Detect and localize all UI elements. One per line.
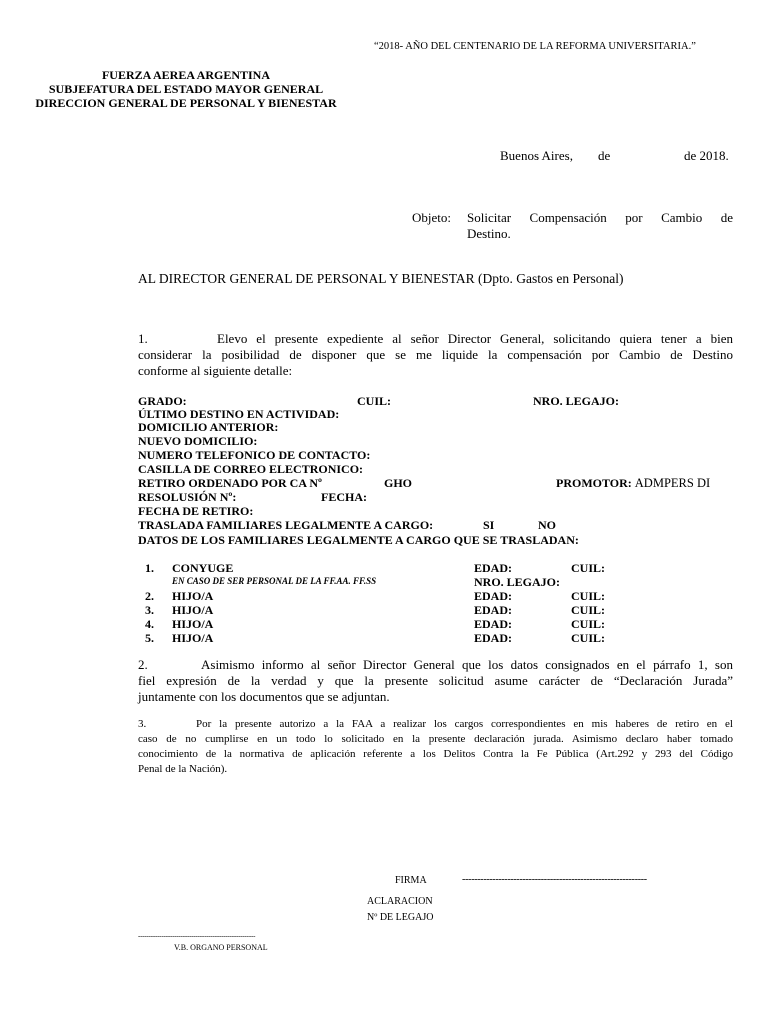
- header-line-1: FUERZA AEREA ARGENTINA: [101, 68, 271, 82]
- family-row-edad: EDAD:: [474, 631, 512, 645]
- promotor-value: ADMPERS DI: [634, 476, 711, 490]
- promotor-label: PROMOTOR:: [556, 476, 632, 490]
- date-year: de 2018.: [684, 148, 729, 163]
- family-row-edad: EDAD:: [474, 589, 512, 603]
- field-grado: GRADO:: [138, 394, 187, 408]
- family-row-number: 4.: [145, 617, 154, 631]
- family-row-cuil: CUIL:: [571, 617, 606, 631]
- family-row-label: CONYUGE: [172, 561, 234, 575]
- para1-line1: Elevo el presente expediente al señor Director General, solicitando quiera tener a bien: [217, 331, 733, 346]
- field-fecha-retiro: FECHA DE RETIRO:: [138, 504, 254, 518]
- family-row-edad: EDAD:: [474, 561, 512, 575]
- family-row-cuil: CUIL:: [571, 589, 606, 603]
- objeto-text-line2: Destino.: [467, 226, 511, 241]
- motto: “2018- AÑO DEL CENTENARIO DE LA REFORMA UNIVERSITARIA.”: [374, 41, 696, 52]
- family-row-label: HIJO/A: [172, 589, 214, 603]
- field-traslada: TRASLADA FAMILIARES LEGALMENTE A CARGO:: [138, 518, 434, 532]
- family-row-cuil: CUIL:: [571, 561, 606, 575]
- field-domicilio-anterior: DOMICILIO ANTERIOR:: [138, 420, 279, 434]
- vb-line: -------------------------------------------------------: [138, 932, 256, 940]
- legajo-label: Nº DE LEGAJO: [367, 912, 434, 923]
- family-row-number: 2.: [145, 589, 154, 603]
- para3-line3: conocimiento de la normativa de aplicación referente a los Delitos Contra la Fe Pública (Art.292 y 293 del Código: [138, 748, 733, 760]
- field-fecha: FECHA:: [321, 490, 367, 504]
- header-line-2: SUBJEFATURA DEL ESTADO MAYOR GENERAL: [48, 82, 324, 96]
- field-nro-legajo: NRO. LEGAJO:: [533, 394, 620, 408]
- field-ultimo-destino: ÚLTIMO DESTINO EN ACTIVIDAD:: [138, 407, 340, 421]
- family-row-cuil: CUIL:: [571, 603, 606, 617]
- field-si: SI: [483, 518, 495, 532]
- field-correo: CASILLA DE CORREO ELECTRONICO:: [138, 462, 364, 476]
- date-month-de: de: [598, 148, 611, 163]
- field-gho: GHO: [384, 476, 413, 490]
- family-row-number: 3.: [145, 603, 154, 617]
- para2-line3: juntamente con los documentos que se adjuntan.: [138, 689, 390, 704]
- field-cuil: CUIL:: [357, 394, 392, 408]
- family-row-label: HIJO/A: [172, 617, 214, 631]
- field-nuevo-domicilio: NUEVO DOMICILIO:: [138, 434, 258, 448]
- vb-organo-personal: V.B. ORGANO PERSONAL: [174, 943, 268, 952]
- para1-number: 1.: [138, 331, 148, 346]
- para3-line2: caso de no cumplirse en un todo lo solicitado en la presente declaración jurada. Asimismo declaro haber tomado: [138, 733, 733, 745]
- para1-line2: considerar la posibilidad de disponer que se me liquide la compensación por Cambio de Destino: [138, 347, 733, 362]
- para3-line1: Por la presente autorizo a la FAA a realizar los cargos correspondientes en mis haberes de retiro en el: [196, 718, 733, 730]
- firma-label: FIRMA: [395, 875, 427, 886]
- institution-header: [10, 68, 362, 110]
- objeto-label: Objeto:: [412, 210, 451, 225]
- family-row-edad: EDAD:: [474, 603, 512, 617]
- para2-line1: Asimismo informo al señor Director General que los datos consignados en el párrafo 1, son: [201, 657, 733, 672]
- para1-line3: conforme al siguiente detalle:: [138, 363, 293, 378]
- field-datos-familiares: DATOS DE LOS FAMILIARES LEGALMENTE A CARGO QUE SE TRASLADAN:: [138, 533, 579, 547]
- aclaracion-label: ACLARACION: [367, 896, 433, 907]
- family-row-number: 1.: [145, 561, 154, 575]
- firma-line: -------------------------------------------------------------: [462, 874, 647, 885]
- date-city: Buenos Aires,: [500, 148, 573, 163]
- para2-line2: fiel expresión de la verdad y que la presente solicitud asume carácter de “Declaración Jurada”: [138, 673, 733, 688]
- field-promotor: [556, 476, 710, 491]
- field-telefono: NUMERO TELEFONICO DE CONTACTO:: [138, 448, 371, 462]
- para3-number: 3.: [138, 718, 147, 730]
- field-resolucion: RESOLUSIÓN Nº:: [138, 490, 237, 504]
- addressee: AL DIRECTOR GENERAL DE PERSONAL Y BIENESTAR (Dpto. Gastos en Personal): [138, 271, 624, 286]
- family-row-cuil: CUIL:: [571, 631, 606, 645]
- field-no: NO: [538, 518, 556, 532]
- para2-number: 2.: [138, 657, 148, 672]
- objeto-text-line1: Solicitar Compensación por Cambio de: [467, 210, 733, 225]
- field-retiro: RETIRO ORDENADO POR CA Nº: [138, 476, 322, 490]
- family-row-label: HIJO/A: [172, 603, 214, 617]
- family-row-edad: EDAD:: [474, 617, 512, 631]
- family-row-label: HIJO/A: [172, 631, 214, 645]
- family-note: EN CASO DE SER PERSONAL DE LA FF.AA. FF.SS: [172, 576, 377, 586]
- header-line-3: DIRECCION GENERAL DE PERSONAL Y BIENESTAR: [35, 96, 337, 110]
- para3-line4: Penal de la Nación).: [138, 763, 228, 775]
- family-nro-legajo: NRO. LEGAJO:: [474, 575, 561, 589]
- family-row-number: 5.: [145, 631, 154, 645]
